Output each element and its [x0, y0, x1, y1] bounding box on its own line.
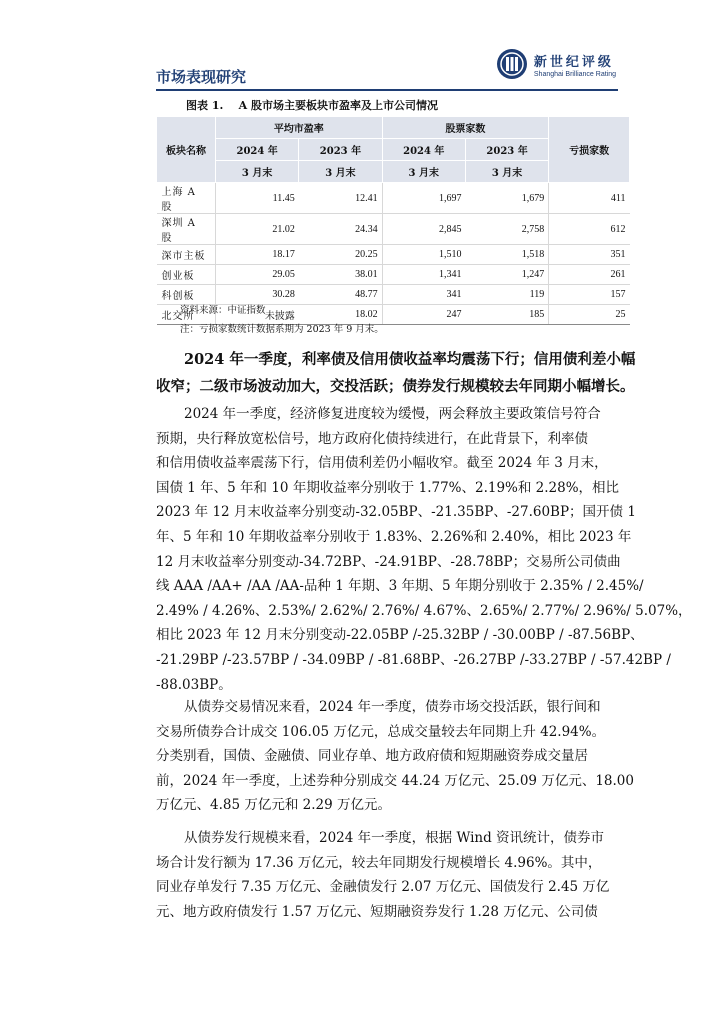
sub-header: 3 月末	[299, 161, 382, 183]
logo-en: Shanghai Brilliance Rating	[533, 70, 616, 78]
table-row: 深圳 A 股 21.02 24.34 2,845 2,758 612	[157, 214, 630, 245]
sub-header: 3 月末	[216, 161, 299, 183]
col-count-header: 股票家数	[382, 117, 549, 139]
summary-line: 收窄；二级市场波动加大，交投活跃；债券发行规模较去年同期小幅增长。	[156, 378, 635, 395]
table-row: 上海 A 股 11.45 12.41 1,697 1,679 411	[157, 183, 630, 214]
sub-header: 2024 年	[382, 139, 465, 161]
table-row: 科创板 30.28 48.77 341 119 157	[157, 285, 630, 305]
sub-header: 2023 年	[465, 139, 548, 161]
table-source: 资料来源：中证指数	[180, 305, 266, 316]
pe-table	[156, 116, 630, 325]
section-title: 市场表现研究	[156, 68, 247, 86]
table-note: 注：亏损家数统计数据系期为 2023 年 9 月末。	[180, 324, 384, 335]
table-title: 图表 1. A 股市场主要板块市盈率及上市公司情况	[186, 99, 438, 112]
paragraph-issuance: 从债券发行规模来看，2024 年一季度，根据 Wind 资讯统计，债券市 场合计发行额为 17.36 万亿元，较去年同期发行规模增长 4.96%。其中， 同业存单发行 7.35 万亿元、金融债发行 2.07 万亿元、国债发行 2.45 万亿 元、地方政府债发行 1.57 万亿元、短期融资券发行 1.28 万亿元、公司债	[156, 830, 610, 920]
table-notes	[180, 301, 384, 339]
table-row: 北交所 未披露 18.02 247 185 25	[157, 305, 630, 325]
table-row: 创业板 29.05 38.01 1,341 1,247 261	[157, 265, 630, 285]
logo-icon	[496, 48, 528, 80]
col-pe-header: 平均市盈率	[216, 117, 383, 139]
sub-header: 3 月末	[465, 161, 548, 183]
table-row: 深市主板 18.17 20.25 1,510 1,518 351	[157, 245, 630, 265]
sub-header: 3 月末	[382, 161, 465, 183]
col-loss-header: 亏损家数	[549, 117, 630, 183]
logo	[496, 48, 616, 80]
paragraph-trading: 从债券交易情况来看，2024 年一季度，债券市场交投活跃，银行间和 交易所债券合计成交 106.05 万亿元，总成交量较去年同期上升 42.94%。 分类别看，国债、金融债、同业存单、地方政府债和短期融资券成交量居 前，2024 年一季度，上述券种分别成交 44.24 万亿元、25.09 万亿元、18.00 万亿元、4.85 万亿元和 2.29 万亿元。	[156, 699, 634, 814]
logo-cn: 新世纪评级	[533, 54, 614, 70]
sub-header: 2024 年	[216, 139, 299, 161]
paragraph-yields: 2024 年一季度，经济修复进度较为缓慢，两会释放主要政策信号符合 预期，央行释放宽松信号，地方政府化债持续进行，在此背景下，利率债 和信用债收益率震荡下行，信用债利差仍小幅收窄。截至 2024 年 3 月末， 国债 1 年、5 年和 10 年期收益率分别收于 1.77%、2.19%和 2.28%，相比 2023 年 12 月末收益率分别变动-32.05BP、-21.35BP、-27.60BP；国开债 1 年、5 年和 10 年期收益率分别收于 1.83%、2.26%和 2.40%，相比 2023 年 12 月末收益率分别变动-34.72BP、-24.91BP、-28.78BP；交易所公司债曲 线 AAA /AA+ /AA /AA-品种 1 年期、3 年期、5 年期分别收于 2.35% / 2.45%/ 2.49% / 4.26%、2.53%/ 2.62%/ 2.76%/ 4.67%、2.65%/ 2.77%/ 2.96%/ 5.07%， 相比 2023 年 12 月末分别变动-22.05BP /-25.32BP / -30.00BP / -87.56BP、 -21.29BP /-23.57BP / -34.09BP / -81.68BP、-26.27BP /-33.27BP / -57.42BP / -88.03BP。	[156, 406, 692, 693]
summary-paragraph	[156, 346, 636, 400]
sub-header: 2023 年	[299, 139, 382, 161]
header-rule	[156, 89, 618, 91]
page-header	[156, 48, 616, 88]
col-block-header: 板块名称	[157, 117, 216, 183]
summary-line: 2024 年一季度，利率债及信用债收益率均震荡下行；信用债利差小幅	[184, 351, 636, 368]
